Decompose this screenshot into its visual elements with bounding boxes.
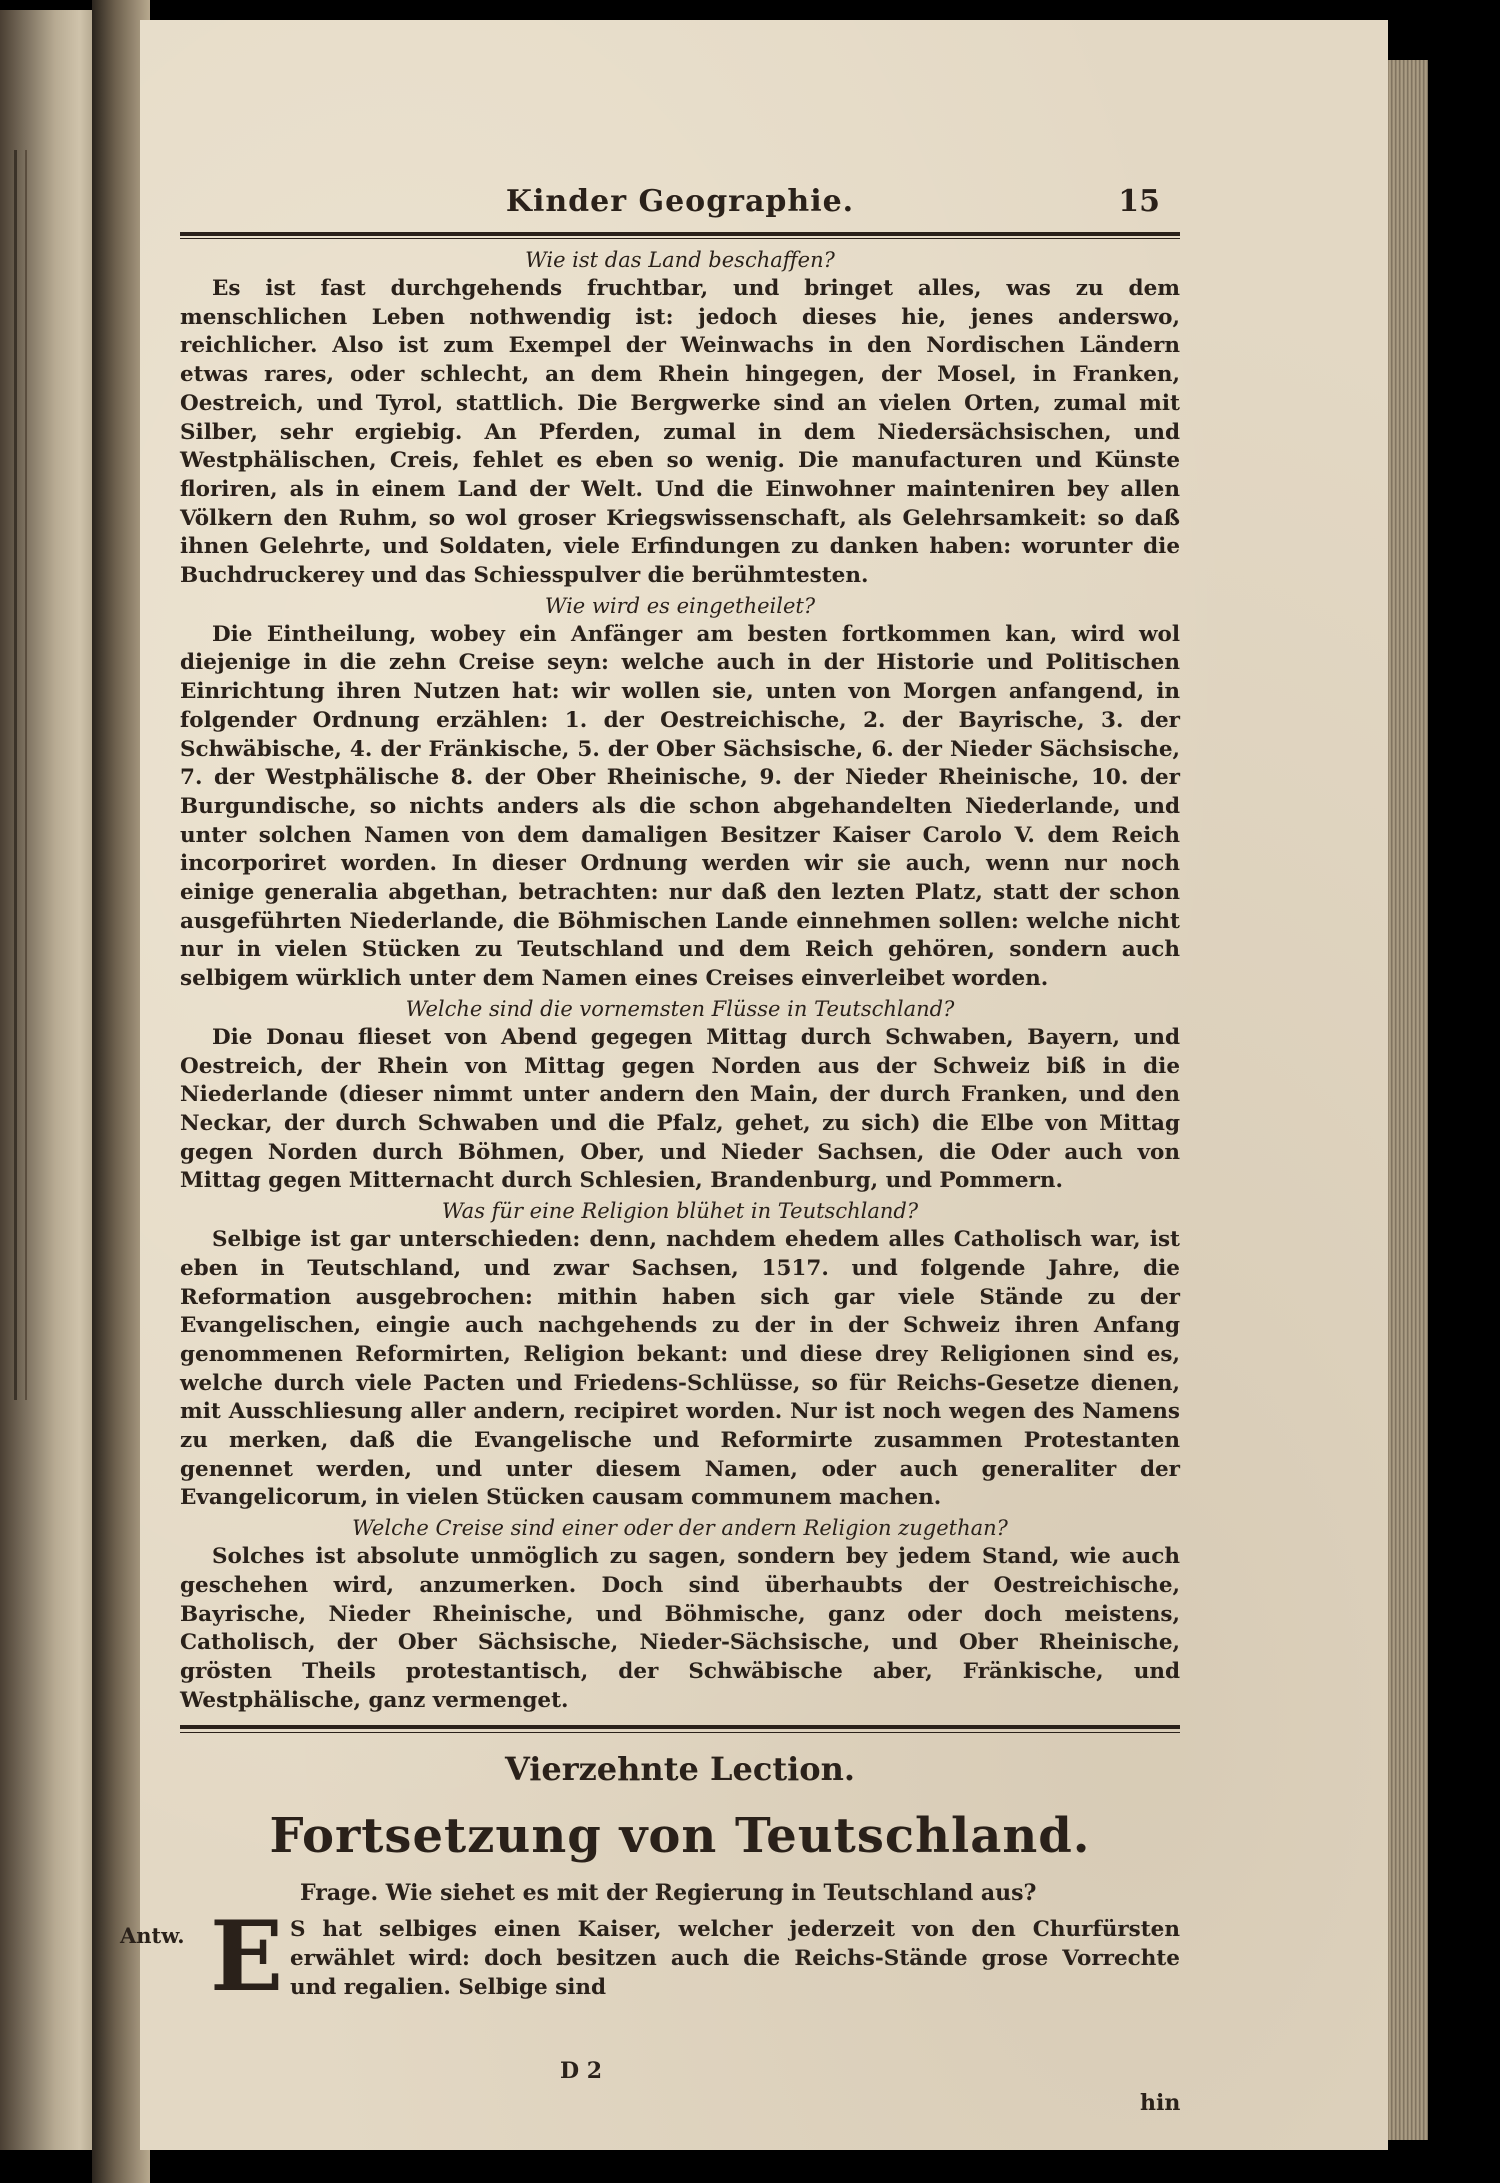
page-stack-edges [1388,60,1428,2140]
page-number: 15 [1118,184,1160,219]
answer-paragraph: Es ist fast durchgehends fruchtbar, und bringet alles, was zu dem menschlichen Leben nothwendig ist: jedoch dieses hie, jenes anderswo, reichlicher. Also ist zum Exempel der Weinwachs in den Nordischen Ländern etwas rares, oder schlecht, an dem Rhein hingegen, der Mosel, in Franken, Oestreich, und Tyrol, stattlich. Die Bergwerke sind an vielen Orten, zumal mit Silber, sehr ergiebig. An Pferden, zumal in dem Niedersächsischen, und Westphälischen, Creis, fehlet es eben so wenig. Die manufacturen und Künste floriren, als in einem Land der Welt. Und die Einwohner mainteniren bey allen Völkern den Ruhm, so wol groser Kriegswissenschaft, als Gelehrsamkeit: so daß ihnen Gelehrte, und Soldaten, viele Erfindungen zu danken haben: worunter die Buchdruckerey und das Schiesspulver die berühmtesten. [180,276,1180,589]
chapter-title: Fortsetzung von Teutschland. [269,1808,1091,1865]
previous-page-border-rule [14,150,27,1400]
answer-paragraph: Die Donau flieset von Abend gegegen Mittag durch Schwaben, Bayern, und Oestreich, der Rhein von Mittag gegen Norden aus der Schweiz biß in die Niederlande (dieser nimmt unter andern den Main, der durch Franken, und den Neckar, der durch Schwaben und die Pfalz, gehet, zu sich) die Elbe von Mittag gegen Norden durch Böhmen, Ober, und Nieder Sachsen, die Oder auch von Mittag gegen Mitternacht durch Schlesien, Brandenburg, und Pommern. [180,1024,1180,1194]
answer-text: S hat selbiges einen Kaiser, welcher jederzeit von den Churfürsten erwählet wird: doch besitzen auch die Reichs-Stände grose Vorrechte und regalien. Selbige sind [290,1917,1180,2001]
lection-number-title: Vierzehnte Lection. [504,1750,855,1789]
signature-mark: D 2 [560,2058,603,2084]
answer-paragraph: Selbige ist gar unterschieden: denn, nachdem ehedem alles Catholisch war, ist eben in Teutschland, und zwar Sachsen, 1517. und folgende Jahre, die Reformation ausgebrochen: mithin haben sich gar viele Stände zu der Evangelischen, eingie auch nachgehends zu der in der Schweiz ihren Anfang genommenen Reformirten, Religion bekant: und diese drey Religionen sind es, welche durch viele Pacten und Friedens-Schlüsse, so für Reichs-Gesetze dienen, mit Ausschliesung aller andern, recipiret worden. Nur ist noch wegen des Namens zu merken, daß die Evangelische und Reformirte zusammen Protestanten genennet werden, und unter diesem Namen, oder auch generaliter der Evangelicorum, in vielen Stücken causam communem machen. [180,1227,1180,1511]
section-religion [180,1196,1180,1513]
section-circles-religion [180,1513,1180,1715]
section-condition [180,245,1180,591]
section-divider-rule [180,1725,1180,1733]
question-heading: Welche sind die vornemsten Flüsse in Teutschland? [405,996,955,1021]
running-head [180,180,1180,226]
catchword: hin [1140,2090,1181,2116]
question-heading: Welche Creise sind einer oder der andern Religion zugethan? [352,1516,1008,1541]
question-heading: Wie ist das Land beschaffen? [525,248,835,272]
frage-line: Frage. Wie siehet es mit der Regierung in Teutschland aus? [300,1880,1037,1907]
dropcap-letter: E [210,1900,284,2014]
section-division [180,591,1180,994]
section-rivers [180,994,1180,1196]
answer-block [120,1900,1180,2014]
running-title: Kinder Geographie. [505,184,855,219]
question-heading: Wie wird es eingetheilet? [544,593,816,618]
answer-paragraph: Solches ist absolute unmöglich zu sagen, sondern bey jedem Stand, wie auch geschehen wird, anzumerken. Doch sind überhaubts der Oestreichische, Bayrische, Nieder Rheinische, und Böhmische, ganz oder doch meistens, Catholisch, der Ober Sächsische, Nieder-Sächsische, und Ober Rheinische, grösten Theils protestantisch, der Schwäbische aber, Fränkische, und Westphälische, ganz vermenget. [180,1544,1180,1713]
antw-label: Antw. [120,1923,185,1949]
previous-page-edge [0,10,100,2150]
header-rule [180,232,1180,239]
question-heading: Was für eine Religion blühet in Teutschland? [441,1199,919,1224]
answer-paragraph: Die Eintheilung, wobey ein Anfänger am besten fortkommen kan, wird wol diejenige in die zehn Creise seyn: welche auch in der Historie und Politischen Einrichtung ihren Nutzen hat: wir wollen sie, unten von Morgen anfangend, in folgender Ordnung erzählen: 1. der Oestreichische, 2. der Bayrische, 3. der Schwäbische, 4. der Fränkische, 5. der Ober Sächsische, 6. der Nieder Sächsische, 7. der Westphälische 8. der Ober Rheinische, 9. der Nieder Rheinische, 10. der Burgundische, so nichts anders als die schon abgehandelten Niederlande, und unter solchen Namen von dem damaligen Besitzer Kaiser Carolo V. dem Reich incorporiret worden. In dieser Ordnung werden wir sie auch, wenn nur noch einige generalia abgethan, betrachten: nur daß den lezten Platz, statt der schon ausgeführten Niederlande, die Böhmischen Lande einnehmen sollen: welche nicht nur in vielen Stücken zu Teutschland und dem Reich gehören, sondern auch selbigem würklich unter dem Namen eines Creises einverleibet worden. [180,621,1180,992]
page-content [120,180,1180,2014]
